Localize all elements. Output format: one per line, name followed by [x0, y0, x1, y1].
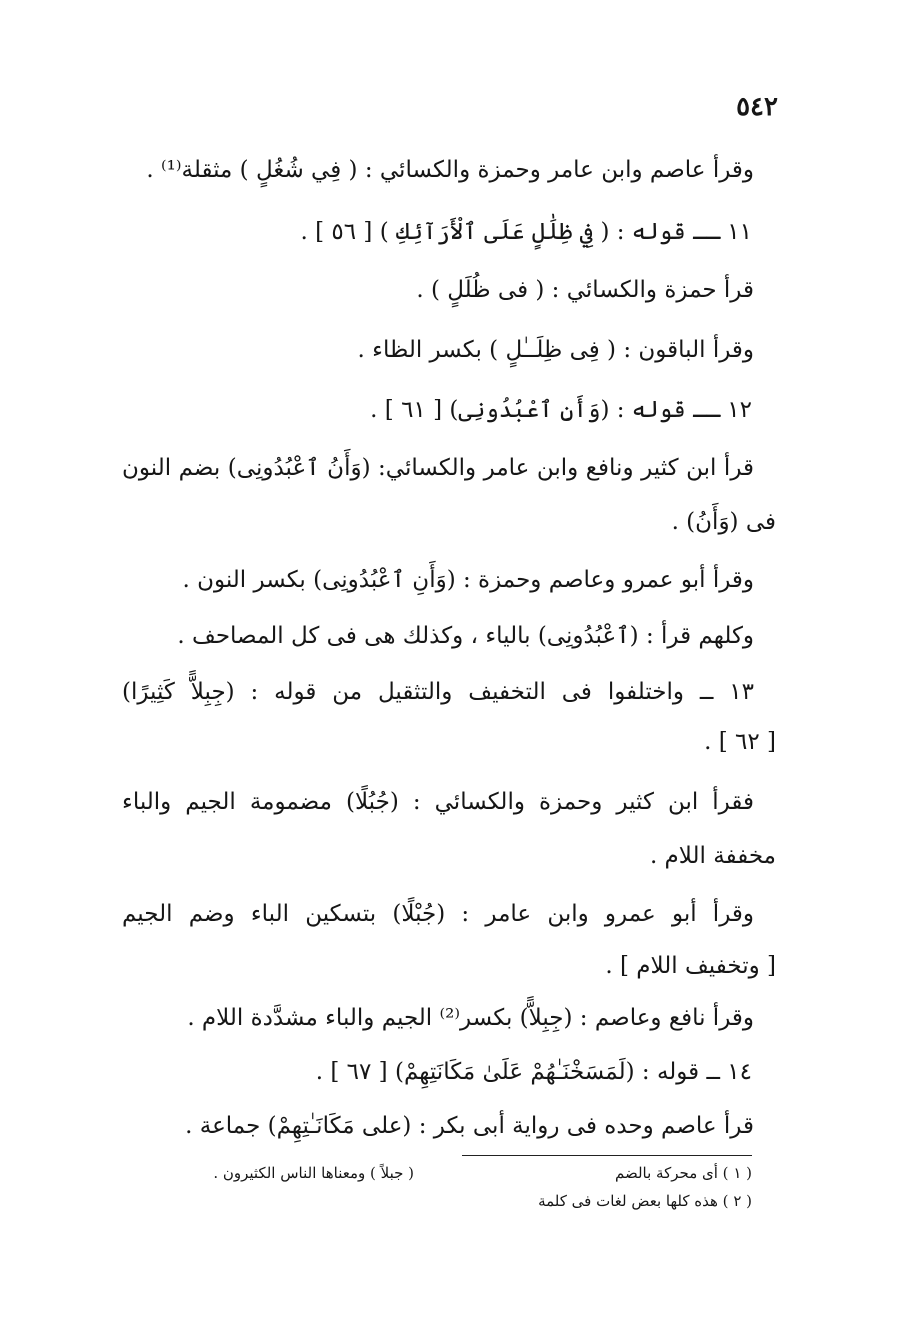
- text-line-6: قرأ ابن كثير ونافع وابن عامر والكسائي: (وَأَنُ ٱعْبُدُونِى) بضم النون: [122, 455, 754, 481]
- text-line-13: مخففة اللام .: [649, 843, 776, 869]
- footnote-1-note: ( جبلاً ) ومعناها الناس الكثيرون .: [213, 1164, 414, 1182]
- text-line-7: فى (وَأَنُ) .: [671, 509, 776, 535]
- text-line-18: قرأ عاصم وحده فى رواية أبى بكر : (على مَكَانَـٰتِهِمْ) جماعة .: [185, 1113, 754, 1139]
- text-line-1: وقرأ عاصم وابن عامر وحمزة والكسائي : ( فِي شُغُلٍ ) مثقلة⁽¹⁾ .: [146, 157, 754, 183]
- text-line-15: [ وتخفيف اللام ] .: [605, 953, 776, 979]
- text-line-10: ١٣ ــ واختلفوا فى التخفيف والتثقيل من قوله : (جِبِلاًّ كَثِيرًا): [122, 679, 754, 705]
- text-line-14: وقرأ أبو عمرو وابن عامر : (جُبْلًا) بتسكين الباء وضم الجيم: [122, 901, 754, 927]
- page-number: ٥٤٢: [736, 92, 778, 122]
- text-line-11: [ ٦٢ ] .: [704, 729, 776, 755]
- text-line-3: قرأ حمزة والكسائي : ( فى ظُلَلٍ ) .: [416, 277, 754, 303]
- text-line-12: فقرأ ابن كثير وحمزة والكسائي : (جُبُلًا) مضمومة الجيم والباء: [122, 789, 754, 815]
- text-line-9: وكلهم قرأ : (ٱعْبُدُونِى) بالياء ، وكذلك هى فى كل المصاحف .: [177, 623, 754, 649]
- text-line-8: وقرأ أبو عمرو وعاصم وحمزة : (وَأَنِ ٱعْبُدُونِى) بكسر النون .: [182, 567, 754, 593]
- footnote-2: ( ٢ ) هذه كلها بعض لغات فى كلمة: [538, 1192, 752, 1210]
- text-line-16: وقرأ نافع وعاصم : (جِبِلاًّ) بكسر⁽²⁾ الجيم والباء مشدَّدة اللام .: [187, 1005, 754, 1031]
- text-line-4: وقرأ الباقون : ( فِى ظِلَــٰلٍ ) بكسر الظاء .: [357, 337, 754, 363]
- text-line-5: ١٢ ــ قوله : (وَأَنِ ٱعْبُدُونِى) [ ٦١ ] .: [370, 397, 752, 423]
- footnote-1: ( ١ ) أى محركة بالضم: [614, 1164, 752, 1182]
- footnote-rule: [462, 1155, 752, 1156]
- text-line-2: ١١ ــ قوله : ( فِي ظِلَٰلٍ عَلَى ٱلْأَرَآئِكِ ) [ ٥٦ ] .: [300, 219, 752, 245]
- text-line-17: ١٤ ــ قوله : (لَمَسَخْنَـٰهُمْ عَلَىٰ مَكَانَتِهِمْ) [ ٦٧ ] .: [315, 1059, 752, 1085]
